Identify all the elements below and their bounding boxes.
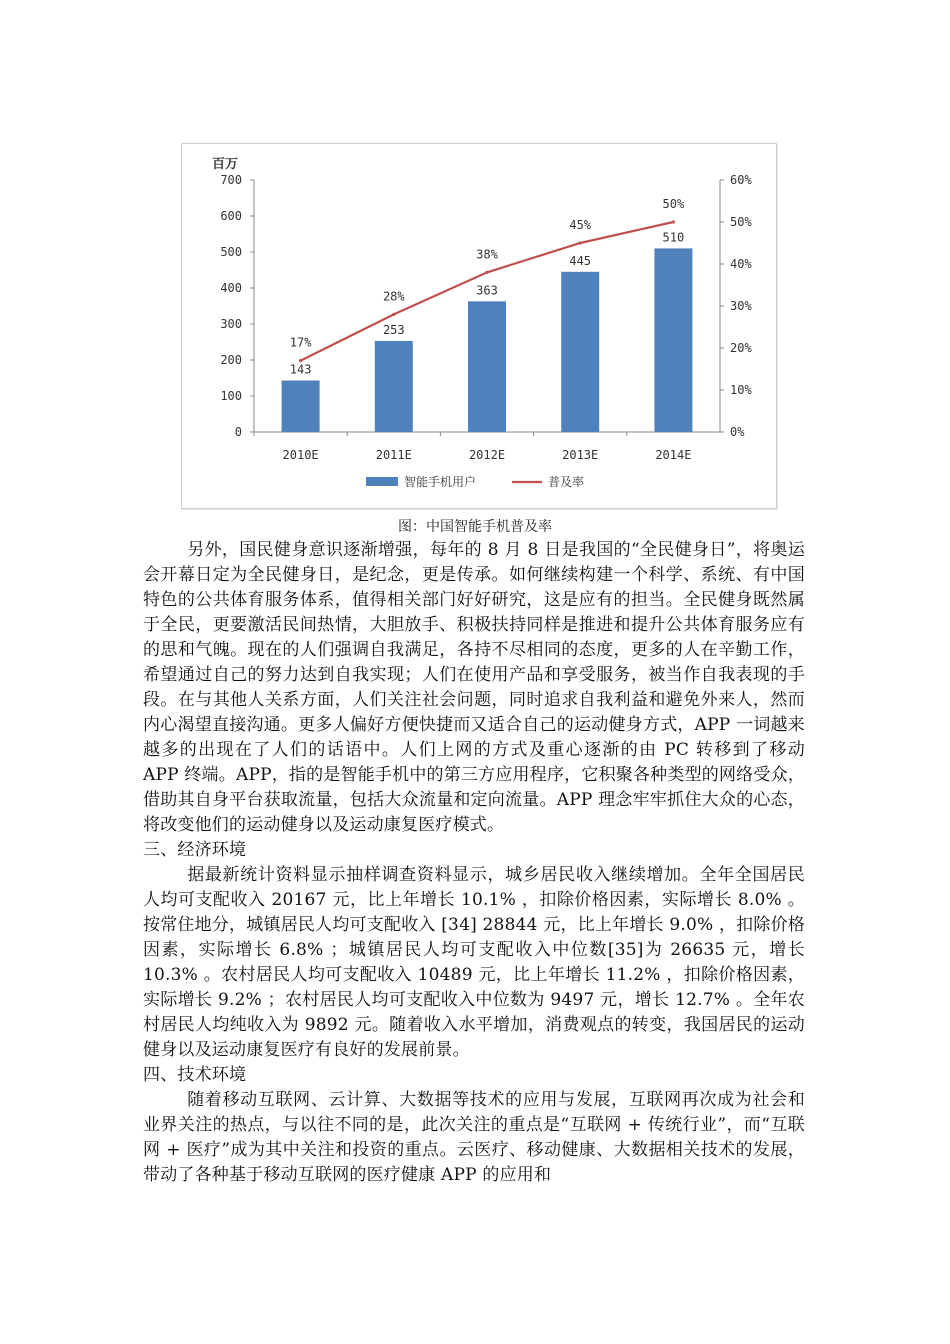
bar-data-label: 253 — [382, 322, 405, 337]
line-data-label: 38% — [476, 247, 498, 262]
y-tick-label: 700 — [220, 173, 242, 187]
bar-data-label: 143 — [289, 362, 312, 377]
x-tick-label: 2013E — [562, 448, 599, 462]
y2-tick-label: 40% — [730, 257, 752, 271]
bar-data-label: 363 — [476, 283, 498, 298]
y-tick-label: 0 — [234, 425, 242, 439]
y-tick-label: 300 — [220, 317, 242, 331]
y-tick-label: 500 — [220, 245, 242, 259]
legend-label-bars: 智能手机用户 — [404, 475, 477, 489]
section-heading-economy: 三、经济环境 — [143, 840, 247, 860]
bar — [375, 341, 413, 432]
smartphone-chart — [181, 143, 777, 509]
line-point — [579, 241, 582, 244]
bar-data-label: 445 — [569, 253, 592, 268]
y2-tick-label: 20% — [730, 341, 752, 355]
section-heading-technology: 四、技术环境 — [143, 1065, 247, 1085]
bar — [468, 301, 506, 432]
figure-caption: 图：中国智能手机普及率 — [398, 519, 552, 535]
y2-tick-label: 50% — [730, 215, 752, 229]
bar — [282, 381, 320, 432]
line-point — [485, 271, 488, 274]
y2-tick-label: 10% — [730, 383, 752, 397]
line-point — [392, 313, 395, 316]
line-data-label: 50% — [662, 197, 685, 211]
line-point — [672, 220, 675, 223]
x-tick-label: 2010E — [282, 448, 319, 462]
x-tick-label: 2012E — [468, 448, 506, 462]
bar — [561, 272, 599, 432]
y2-tick-label: 60% — [730, 173, 752, 187]
legend-label-line: 普及率 — [548, 475, 585, 489]
y-tick-label: 200 — [220, 353, 242, 367]
bar — [654, 248, 692, 432]
paragraph-technology: 随着移动互联网、云计算、大数据等技术的应用与发展，互联网再次成为社会和业界关注的热点，与以往不同的是，此次关注的重点是“互联网 + 传统行业”，而“互联网 + 医疗”成为其中关注和投资的重点。云医疗、移动健康、大数据相关技术的发展，带动了各种基于移动互联网的医疗健康 APP 的应用和 — [143, 1090, 805, 1185]
line-data-label: 45% — [569, 218, 592, 232]
y-tick-label: 600 — [220, 209, 242, 223]
x-tick-label: 2014E — [655, 448, 692, 462]
paragraph-economy: 据最新统计资料显示抽样调查资料显示，城乡居民收入继续增加。全年全国居民人均可支配收入 20167 元，比上年增长 10.1% ，扣除价格因素，实际增长 8.0% 。按常住地分，城镇居民人均可支配收入 [34] 28844 元，比上年增长 9.0% ，扣除价格因素，实际增长 6.8% ；城镇居民人均可支配收入中位数[35]为 26635 元，增长 10.3% 。农村居民人均可支配收入 10489 元，比上年增长 11.2% ，扣除价格因素，实际增长 9.2% ；农村居民人均可支配收入中位数为 9497 元，增长 12.7% 。全年农村居民人均纯收入为 9892 元。随着收入水平增加，消费观点的转变，我国居民的运动健身以及运动康复医疗有良好的发展前景。 — [143, 865, 805, 1060]
y-tick-label: 100 — [220, 389, 242, 403]
line-data-label: 28% — [382, 289, 405, 304]
paragraph-fitness: 另外，国民健身意识逐渐增强，每年的 8 月 8 日是我国的“全民健身日”，将奥运会开幕日定为全民健身日，是纪念，更是传承。如何继续构建一个科学、系统、有中国特色的公共体育服务体系，值得相关部门好好研究，这是应有的担当。全民健身既然属于全民，更要激活民间热情，大胆放手、积极扶持同样是推进和提升公共体育服务应有的思和气魄。现在的人们强调自我满足，各持不尽相同的态度，更多的人在辛勤工作，希望通过自己的努力达到自我实现；人们在使用产品和享受服务，被当作自我表现的手段。在与其他人关系方面，人们关注社会问题，同时追求自我利益和避免外来人，然而内心渴望直接沟通。更多人偏好方便快捷而又适合自己的运动健身方式，APP 一词越来越多的出现在了人们的话语中。人们上网的方式及重心逐渐的由 PC 转移到了移动 APP 终端。APP，指的是智能手机中的第三方应用程序，它积聚各种类型的网络受众，借助其自身平台获取流量，包括大众流量和定向流量。APP 理念牢牢抓住大众的心态，将改变他们的运动健身以及运动康复医疗模式。 — [143, 540, 805, 835]
y2-tick-label: 30% — [730, 299, 752, 313]
bar-data-label: 510 — [662, 230, 685, 245]
x-tick-label: 2011E — [375, 448, 412, 462]
chart-plot — [182, 144, 776, 508]
legend-swatch-bars — [366, 477, 398, 486]
line-point — [299, 359, 302, 362]
y2-tick-label: 0% — [730, 425, 745, 439]
y-tick-label: 400 — [220, 281, 242, 295]
y-axis-label: 百万 — [212, 157, 239, 172]
body-text — [143, 538, 805, 1188]
line-data-label: 17% — [289, 335, 312, 350]
